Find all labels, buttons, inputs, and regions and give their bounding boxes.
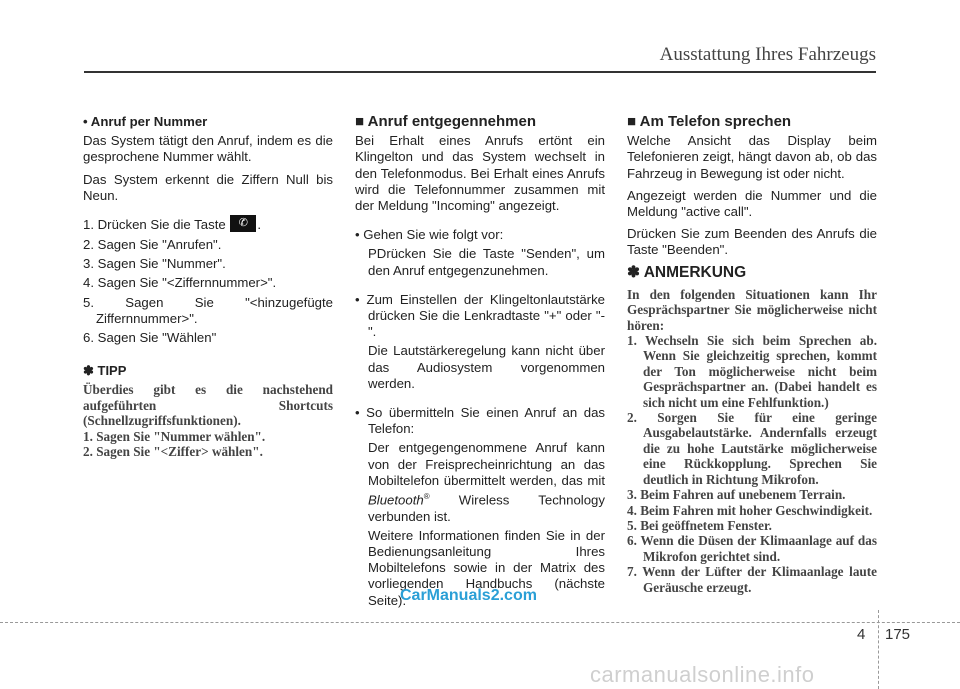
- column-middle: [355, 114, 605, 615]
- bullet-text: PDrücken Sie die Taste "Senden", um den Anruf entgegenzunehmen.: [368, 246, 605, 278]
- section-heading-talking: ■ Am Telefon sprechen: [627, 113, 792, 130]
- step-5: 5. Sagen Sie "<hinzugefügte Ziffernnummer>".: [83, 294, 333, 326]
- tipp-box: [83, 382, 333, 459]
- column-right: [627, 114, 877, 595]
- footer-rule: [0, 622, 960, 623]
- paragraph: Welche Ansicht das Display beim Telefonieren zeigt, hängt davon ab, ob das Fahrzeug in Bewegung ist oder nicht.: [627, 133, 877, 181]
- bullet-item: • Zum Einstellen der Klingeltonlautstärke drücken Sie die Lenkradtaste "+" oder "-".: [355, 291, 605, 340]
- note-intro: In den folgenden Situationen kann Ihr Gesprächspartner Sie möglicherweise nicht hören:: [627, 286, 877, 333]
- bluetooth-text-post: Wireless Technology verbunden ist.: [368, 492, 605, 524]
- note-item: 6. Wenn die Düsen der Klimaanlage auf das Mikrofon gerichtet sind.: [627, 533, 877, 564]
- step-3: 3. Sagen Sie "Nummer".: [83, 256, 226, 272]
- note-item: 7. Wenn der Lüfter der Klimaanlage laute Geräusche erzeugt.: [627, 564, 877, 595]
- chapter-number: 4: [857, 626, 866, 643]
- note-title: ✽ ANMERKUNG: [627, 263, 747, 281]
- paragraph: Bei Erhalt eines Anrufs ertönt ein Klingelton und das System wechselt in den Telefonmodus. Bei Erhalt eines Anrufs wird die Telefonnummer zusammen mit der Meldung "Incoming" angezeigt.: [355, 133, 605, 214]
- paragraph: Angezeigt werden die Nummer und die Meldung "active call".: [627, 187, 877, 220]
- registered-mark: ®: [423, 492, 430, 502]
- note-item: 4. Beim Fahren mit hoher Geschwindigkeit.: [627, 502, 873, 518]
- page-number: 175: [885, 626, 911, 643]
- step-1: [83, 217, 333, 234]
- step-6: 6. Sagen Sie "Wählen": [83, 330, 217, 346]
- bullet-item: • So übermitteln Sie einen Anruf an das Telefon:: [355, 405, 605, 437]
- bullet-item: • Gehen Sie wie folgt vor:: [355, 227, 504, 243]
- bullet-text: Weitere Informationen finden Sie in der Bedienungsanleitung Ihres Mobiltelefons sowie in der Matrix des vorliegenden Handbuchs (nächste Seite).: [368, 527, 605, 608]
- section-heading-call-by-number: • Anruf per Nummer: [83, 114, 208, 129]
- step-2: 2. Sagen Sie "Anrufen".: [83, 237, 222, 253]
- tipp-item-1: 1. Sagen Sie "Nummer wählen".: [83, 428, 266, 444]
- column-left: [83, 114, 333, 459]
- tipp-title: ✽ TIPP: [83, 363, 127, 379]
- step-1-text: 1. Drücken Sie die Taste: [83, 217, 226, 233]
- header-rule: [84, 71, 876, 73]
- paragraph: Das System erkennt die Ziffern Null bis Neun.: [83, 171, 333, 203]
- step-4: 4. Sagen Sie "<Ziffernnummer>".: [83, 275, 277, 291]
- phone-talk-icon: ✆: [230, 215, 256, 232]
- note-item: 1. Wechseln Sie sich beim Sprechen ab. Wenn Sie gleichzeitig sprechen, kommt der Ton möglicherweise nicht beim Gesprächspartner an. (Dabei handelt es sich nicht um eine Fehlfunktion.): [627, 333, 877, 410]
- note-item: 3. Beim Fahren auf unebenem Terrain.: [627, 487, 846, 503]
- bullet-text: [355, 440, 605, 524]
- footer-divider: [878, 610, 879, 689]
- step-1-end: .: [257, 217, 262, 233]
- page-header-title: Ausstattung Ihres Fahrzeugs: [659, 44, 876, 65]
- tipp-item-2: 2. Sagen Sie "<Ziffer> wählen".: [83, 444, 263, 460]
- bluetooth-brand: Bluetooth: [368, 492, 424, 508]
- bluetooth-text-pre: Der entgegengenommene Anruf kann von der Freisprecheinrichtung an das Mobiltelefon übermittelt werden, das mit: [368, 440, 605, 488]
- note-box: [627, 287, 877, 595]
- tipp-text: Überdies gibt es die nachstehend aufgeführten Shortcuts (Schnellzugriffsfunktionen).: [83, 382, 333, 429]
- paragraph: Das System tätigt den Anruf, indem es die gesprochene Nummer wählt.: [83, 133, 333, 165]
- bullet-text: Die Lautstärkeregelung kann nicht über das Audiosystem vorgenommen werden.: [368, 343, 605, 391]
- section-heading-answer-call: ■ Anruf entgegennehmen: [355, 113, 537, 130]
- watermark-link[interactable]: CarManuals2.com: [400, 587, 537, 604]
- note-item: 2. Sorgen Sie für eine geringe Ausgabelautstärke. Andernfalls erzeugt die zu hohe Lautstärke möglicherweise eine Rückkopplung. Sprechen Sie deutlich in Richtung Mikrofon.: [627, 410, 877, 487]
- note-item: 5. Bei geöffnetem Fenster.: [627, 517, 772, 533]
- site-watermark: carmanualsonline.info: [590, 662, 815, 687]
- paragraph: Drücken Sie zum Beenden des Anrufs die Taste "Beenden".: [627, 226, 877, 258]
